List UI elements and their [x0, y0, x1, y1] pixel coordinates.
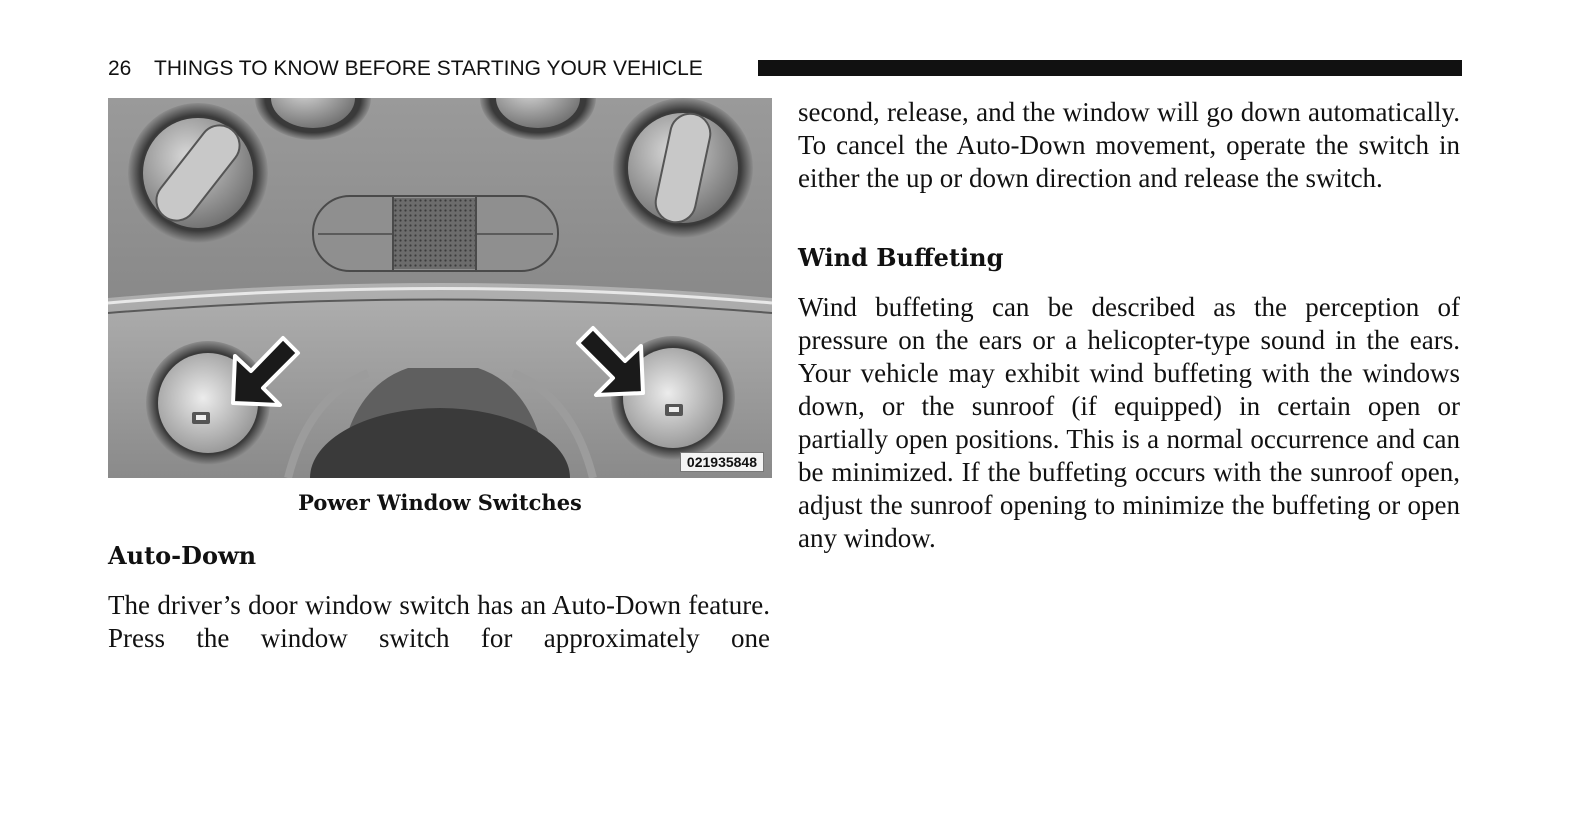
auto-down-paragraph: The driver’s door window switch has an Auto-Down feature. Press the window switch for approximately one [108, 590, 770, 653]
power-window-switches-illustration [108, 98, 772, 478]
image-id-label: 021935848 [680, 452, 764, 472]
page-header [108, 56, 1462, 84]
section-title: THINGS TO KNOW BEFORE STARTING YOUR VEHICLE [154, 57, 703, 80]
wind-buffeting-paragraph: Wind buffeting can be described as the perception of pressure on the ears or a helicopter-type sound in the ears. Your vehicle may exhibit wind buffeting with the windows down, or the sunroof (if equipped) in certain open or partially open positions. This is a normal occurrence and can be minimized. If the buffeting occurs with the sunroof open, adjust the sunroof opening to minimize the buffeting or open any window. [798, 292, 1460, 553]
page-number: 26 [108, 57, 132, 80]
auto-down-heading: Auto-Down [108, 541, 257, 570]
auto-down-continued-paragraph: second, release, and the window will go down automatically. To cancel the Auto-Down movement, operate the switch in either the up or down direction and release the switch. [798, 97, 1460, 193]
dashboard-illustration [108, 98, 772, 478]
wind-buffeting-heading: Wind Buffeting [798, 243, 1004, 272]
figure-caption: Power Window Switches [298, 490, 582, 515]
header-rule [758, 60, 1462, 76]
